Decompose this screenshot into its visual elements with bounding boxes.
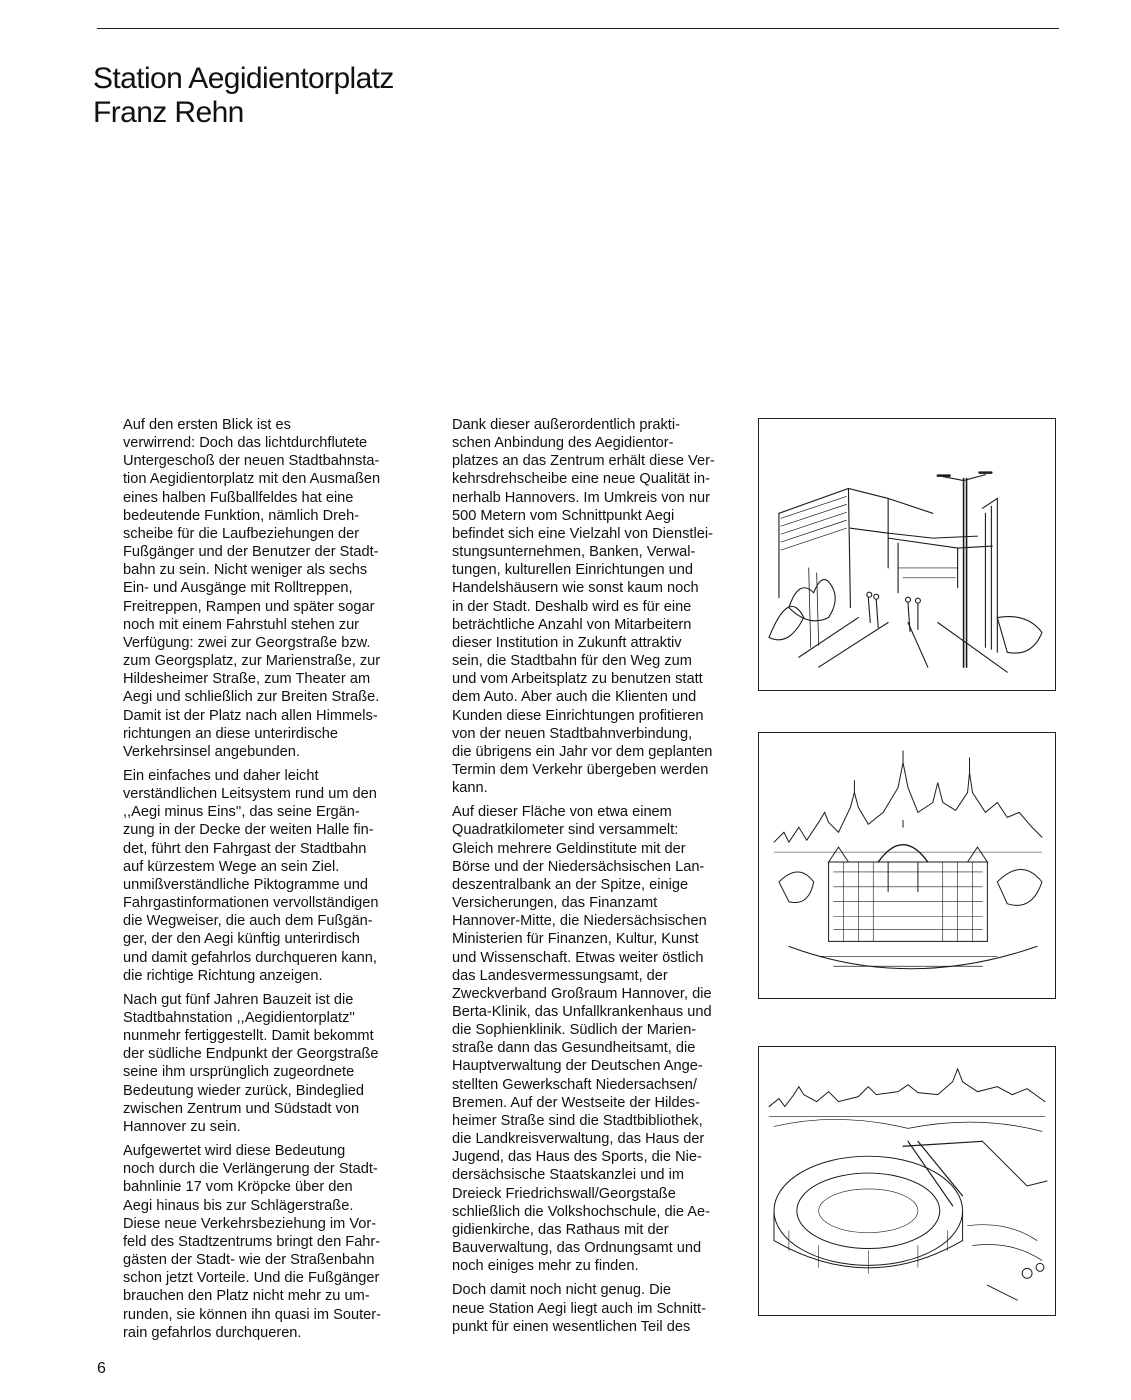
text-line: Diese neue Verkehrsbeziehung im Vor- xyxy=(123,1215,377,1232)
stadium-drawing xyxy=(759,1047,1055,1315)
text-line: Ministerien für Finanzen, Kultur, Kunst xyxy=(452,931,699,948)
text-line: schließlich die Volkshochschule, die Ae- xyxy=(452,1203,710,1220)
text-line: nerhalb Hannovers. Im Umkreis von nur xyxy=(452,489,710,506)
text-line: Ein einfaches und daher leicht xyxy=(123,767,319,784)
text-line: scheibe für die Laufbeziehungen der xyxy=(123,525,360,542)
text-column-middle xyxy=(426,416,715,1342)
text-line: die Sophienklinik. Südlich der Marien- xyxy=(452,1022,697,1039)
text-line: Ein- und Ausgänge mit Rolltreppen, xyxy=(123,580,353,597)
text-line: stellten Gewerkschaft Niedersachsen/ xyxy=(452,1076,697,1093)
text-line: richtungen an diese unterirdische xyxy=(123,725,338,742)
paragraph xyxy=(97,767,383,985)
text-line: bedeutende Funktion, nämlich Dreh- xyxy=(123,507,360,524)
text-line: Auf dieser Fläche von etwa einem xyxy=(452,804,672,821)
text-line: Börse und der Niedersächsischen Lan- xyxy=(452,858,705,875)
text-line: neue Station Aegi liegt auch im Schnitt- xyxy=(452,1300,706,1317)
text-line: Kunden diese Einrichtungen profitieren xyxy=(452,707,704,724)
text-line: 500 Metern vom Schnittpunkt Aegi xyxy=(452,507,675,524)
text-line: Fahrgastinformationen vervollständigen xyxy=(123,895,379,912)
text-line: Aegi hinaus bis zur Schlägerstraße. xyxy=(123,1197,354,1214)
text-line: Hildesheimer Straße, zum Theater am xyxy=(123,671,371,688)
text-line: Quadratkilometer sind versammelt: xyxy=(452,822,679,839)
text-line: Fußgänger und der Benutzer der Stadt- xyxy=(123,544,379,561)
illustration-stadium xyxy=(758,1046,1056,1316)
text-line: Nach gut fünf Jahren Bauzeit ist die xyxy=(123,991,354,1008)
city-skyline-drawing xyxy=(759,733,1055,998)
text-line: rain gefahrlos durchqueren. xyxy=(123,1324,302,1341)
text-line: Dank dieser außerordentlich prakti- xyxy=(452,417,680,433)
text-line: unmißverständliche Piktogramme und xyxy=(123,876,368,893)
paragraph xyxy=(426,803,712,1275)
paragraph xyxy=(97,1142,383,1342)
text-line: die richtige Richtung anzeigen. xyxy=(123,967,323,984)
text-line: die Wegweiser, die auch dem Fußgän- xyxy=(123,913,373,930)
text-line: Bedeutung wieder zurück, Bindeglied xyxy=(123,1082,364,1099)
paragraph xyxy=(97,991,383,1136)
text-line: auf kürzestem Wege an sein Ziel. xyxy=(123,858,340,875)
text-line: zwischen Zentrum und Südstadt von xyxy=(123,1100,360,1117)
text-line: Verfügung: zwei zur Georgstraße bzw. xyxy=(123,634,371,651)
text-line: schon jetzt Vorteile. Und die Fußgänger xyxy=(123,1270,380,1287)
illustration-station-entrance xyxy=(758,418,1056,691)
text-line: bahnlinie 17 vom Kröpcke über den xyxy=(123,1179,353,1196)
text-line: Damit ist der Platz nach allen Himmels- xyxy=(123,707,378,724)
text-line: Doch damit noch nicht genug. Die xyxy=(452,1282,672,1299)
text-line: Freitreppen, Rampen und später sogar xyxy=(123,598,375,615)
text-line: tion Aegidientorplatz mit den Ausmaßen xyxy=(123,471,381,488)
paragraph xyxy=(426,416,715,797)
article-title xyxy=(93,62,394,130)
text-line: heimer Straße sind die Stadtbibliothek, xyxy=(452,1112,703,1129)
text-line: beträchtliche Anzahl von Mitarbeitern xyxy=(452,616,692,633)
text-line: Bremen. Auf der Westseite der Hildes- xyxy=(452,1094,700,1111)
text-line: Aufgewertet wird diese Bedeutung xyxy=(123,1143,346,1160)
text-line: tungen, kulturellen Einrichtungen und xyxy=(452,562,693,579)
text-line: Hauptverwaltung der Deutschen Ange- xyxy=(452,1058,703,1075)
text-line: noch mit einem Fahrstuhl stehen zur xyxy=(123,616,360,633)
text-line: Stadtbahnstation ,,Aegidientorplatz'' xyxy=(123,1010,355,1026)
text-line: bahn zu sein. Nicht weniger als sechs xyxy=(123,562,368,579)
paragraph xyxy=(97,416,383,761)
text-line: Gleich mehrere Geldinstitute mit der xyxy=(452,840,686,857)
text-line: Versicherungen, das Finanzamt xyxy=(452,895,658,912)
text-line: runden, sie können ihn quasi im Souter- xyxy=(123,1306,381,1323)
text-line: det, führt den Fahrgast der Stadtbahn xyxy=(123,840,367,857)
text-line: Handelshäusern wie sonst kaum noch xyxy=(452,580,699,597)
text-line: punkt für einen wesentlichen Teil des xyxy=(452,1318,691,1335)
text-line: zung in der Decke der weiten Halle fin- xyxy=(123,822,374,839)
text-line: kann. xyxy=(452,780,488,797)
text-line: deszentralbank an der Spitze, einige xyxy=(452,876,689,893)
text-line: Auf den ersten Blick ist es xyxy=(123,417,291,433)
text-line: befindet sich eine Vielzahl von Dienstlei- xyxy=(452,525,713,542)
text-line: stungsunternehmen, Banken, Verwal- xyxy=(452,544,696,561)
paragraph xyxy=(426,1281,712,1335)
text-line: und Wissenschaft. Etwas weiter östlich xyxy=(452,949,704,966)
text-line: dieser Institution in Zukunft attraktiv xyxy=(452,634,682,651)
text-line: Aegi und schließlich zur Breiten Straße. xyxy=(123,689,380,706)
text-line: das Landesvermessungsamt, der xyxy=(452,967,668,984)
text-line: schen Anbindung des Aegidientor- xyxy=(452,435,674,452)
text-line: feld des Stadtzentrums bringt den Fahr- xyxy=(123,1233,381,1250)
author-line: Franz Rehn xyxy=(93,96,244,129)
text-line: dem Auto. Aber auch die Klienten und xyxy=(452,689,697,706)
text-line: Berta-Klinik, das Unfallkrankenhaus und xyxy=(452,1004,712,1020)
text-line: die übrigens ein Jahr vor dem geplanten xyxy=(452,743,713,760)
text-line: zum Georgsplatz, zur Marienstraße, zur xyxy=(123,653,381,670)
text-line: gidienkirche, das Rathaus mit der xyxy=(452,1221,669,1238)
text-line: Zweckverband Großraum Hannover, die xyxy=(452,985,712,1002)
text-line: Verkehrsinsel angebunden. xyxy=(123,743,300,760)
text-line: gästen der Stadt- wie der Straßenbahn xyxy=(123,1252,375,1269)
text-line: Hannover zu sein. xyxy=(123,1118,241,1135)
text-line: sein, die Stadtbahn für den Weg zum xyxy=(452,653,692,670)
text-line: seine ihm ursprünglich zugeordnete xyxy=(123,1064,355,1081)
text-line: ,,Aegi minus Eins'', das seine Ergän- xyxy=(123,804,360,821)
title-line: Station Aegidientorplatz xyxy=(93,62,394,95)
text-line: der südliche Endpunkt der Georgstraße xyxy=(123,1046,379,1063)
text-line: brauchen den Platz nicht mehr zu um- xyxy=(123,1288,370,1305)
text-column-left xyxy=(97,416,383,1348)
text-line: von der neuen Stadtbahnverbindung, xyxy=(452,725,693,742)
text-line: kehrsdrehscheibe eine neue Qualität in- xyxy=(452,471,710,488)
text-line: die Landkreisverwaltung, das Haus der xyxy=(452,1131,705,1148)
top-rule xyxy=(97,28,1059,29)
text-line: noch durch die Verlängerung der Stadt- xyxy=(123,1161,378,1178)
text-line: Bauverwaltung, das Ordnungsamt und xyxy=(452,1240,702,1257)
text-line: straße dann das Gesundheitsamt, die xyxy=(452,1040,696,1057)
text-line: eines halben Fußballfeldes hat eine xyxy=(123,489,354,506)
text-line: Termin dem Verkehr übergeben werden xyxy=(452,761,709,778)
page-number: 6 xyxy=(97,1360,106,1377)
text-line: Untergeschoß der neuen Stadtbahnsta- xyxy=(123,453,380,470)
text-line: und damit gefahrlos durchqueren kann, xyxy=(123,949,377,966)
text-line: Hannover-Mitte, die Niedersächsischen xyxy=(452,913,707,930)
text-line: in der Stadt. Deshalb wird es für eine xyxy=(452,598,692,615)
text-line: noch einiges mehr zu finden. xyxy=(452,1258,639,1275)
text-line: nunmehr fertiggestellt. Damit bekommt xyxy=(123,1028,374,1045)
text-line: Jugend, das Haus des Sports, die Nie- xyxy=(452,1149,702,1166)
text-line: Dreieck Friedrichswall/Georgstaße xyxy=(452,1185,676,1202)
text-line: ger, der den Aegi künftig unterirdisch xyxy=(123,931,360,948)
text-line: verwirrend: Doch das lichtdurchflutete xyxy=(123,435,368,452)
text-line: und vom Arbeitsplatz zu benutzen statt xyxy=(452,671,703,688)
station-entrance-drawing xyxy=(759,419,1055,690)
text-line: verständlichen Leitsystem rund um den xyxy=(123,786,377,803)
text-line: dersächsische Staatskanzlei und im xyxy=(452,1167,684,1184)
text-line: platzes an das Zentrum erhält diese Ver- xyxy=(452,453,715,470)
illustration-city-skyline xyxy=(758,732,1056,999)
